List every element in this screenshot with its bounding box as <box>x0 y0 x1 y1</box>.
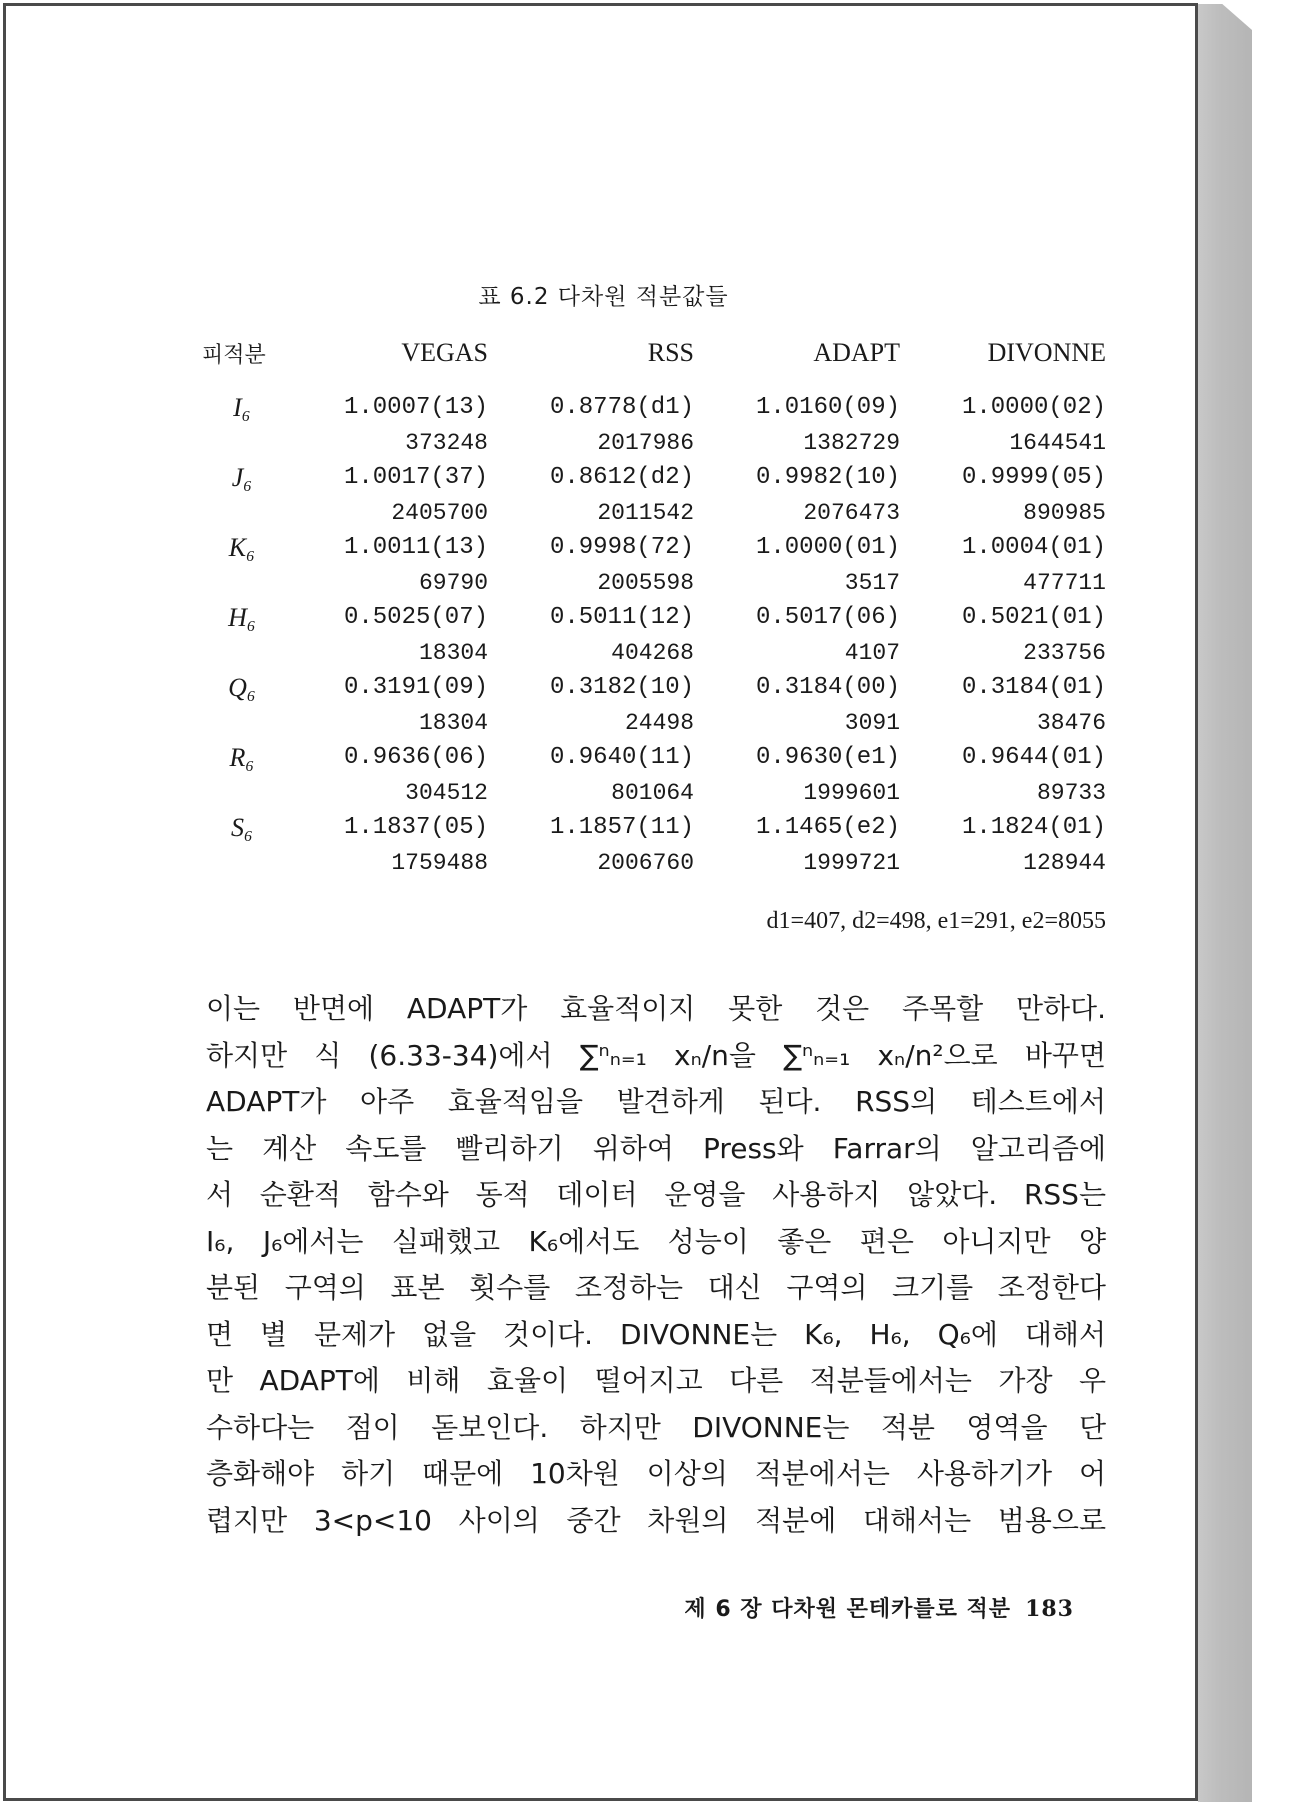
header-adapt: ADAPT <box>813 338 900 367</box>
table-footnote: d1=407, d2=498, e1=291, e2=8055 <box>766 908 1106 934</box>
cell-value: 1.0004(01) <box>961 534 1106 561</box>
text-line: 는 계산 속도를 빨리하기 위하여 Press와 Farrar의 알고리즘에 <box>206 1131 1106 1165</box>
cell-value: 0.9998(72) <box>549 534 694 561</box>
table-row-value <box>202 530 1106 565</box>
book-edge <box>1198 4 1252 1802</box>
cell-count: 1382729 <box>803 429 900 456</box>
cell-count: 18304 <box>418 709 488 736</box>
text-line: 만 ADAPT에 비해 효율이 떨어지고 다른 적분들에서는 가장 우 <box>206 1364 1106 1397</box>
table-row-value <box>202 390 1106 425</box>
cell-count: 2017986 <box>597 429 694 456</box>
cell-value: 0.3182(10) <box>549 674 694 701</box>
cell-count: 2006760 <box>597 849 694 876</box>
text-line: 면 별 문제가 없을 것이다. DIVONNE는 K₆, H₆, Q₆에 대해서 <box>206 1317 1106 1351</box>
cell-count: 404268 <box>611 639 694 666</box>
cell-value: 1.1824(01) <box>961 814 1106 841</box>
cell-value: 0.9640(11) <box>549 744 694 771</box>
cell-count: 801064 <box>611 779 694 806</box>
text-line: 층화해야 하기 때문에 10차원 이상의 적분에서는 사용하기가 어 <box>206 1457 1106 1490</box>
running-footer <box>606 1592 1074 1623</box>
cell-count: 1999601 <box>803 779 900 806</box>
cell-count: 3091 <box>844 709 900 736</box>
table-row-value <box>202 810 1106 845</box>
text-line: 이는 반면에 ADAPT가 효율적이지 못한 것은 주목할 만하다. <box>206 992 1106 1025</box>
table-row-count <box>202 425 1106 460</box>
page-number: 183 <box>1025 1596 1074 1622</box>
cell-count: 2076473 <box>803 499 900 526</box>
text-line: 서 순환적 함수와 동적 데이터 운영을 사용하지 않았다. RSS는 <box>206 1178 1106 1211</box>
cell-value: 0.9636(06) <box>343 744 488 771</box>
text-line: ADAPT가 아주 효율적임을 발견하게 된다. RSS의 테스트에서 <box>206 1085 1106 1118</box>
chapter-title: 제 6 장 다차원 몬테카를로 적분 <box>684 1597 1012 1622</box>
body-paragraph <box>206 986 1106 1544</box>
cell-count: 233756 <box>1023 639 1106 666</box>
cell-value: 1.1857(11) <box>549 814 694 841</box>
cell-value: 0.5011(12) <box>549 604 694 631</box>
cell-value: 0.8778(d1) <box>549 394 694 421</box>
cell-count: 2405700 <box>391 499 488 526</box>
row-label: R₆ <box>229 742 255 772</box>
cell-value: 1.0160(09) <box>755 394 900 421</box>
cell-count: 890985 <box>1023 499 1106 526</box>
row-label: K₆ <box>228 532 256 562</box>
table-row-value <box>202 740 1106 775</box>
cell-count: 24498 <box>624 709 694 736</box>
table-row-value <box>202 600 1106 635</box>
cell-value: 1.0000(01) <box>755 534 900 561</box>
row-label: H₆ <box>228 602 256 632</box>
cell-value: 0.3184(00) <box>755 674 900 701</box>
cell-count: 4107 <box>844 639 900 666</box>
row-label: S₆ <box>230 812 254 842</box>
table-row-value <box>202 670 1106 705</box>
book-page <box>3 3 1198 1801</box>
text-line: I₆, J₆에서는 실패했고 K₆에서도 성능이 좋은 편은 아니지만 양 <box>206 1224 1106 1258</box>
text-line: 렵지만 3<p<10 사이의 중간 차원의 적분에 대해서는 범용으로 <box>206 1503 1106 1537</box>
table-row-count <box>202 565 1106 600</box>
cell-count: 3517 <box>844 569 900 596</box>
cell-value: 0.9630(e1) <box>755 744 900 771</box>
row-label: I₆ <box>233 392 251 422</box>
header-vegas: VEGAS <box>401 338 488 367</box>
cell-value: 0.3191(09) <box>343 674 488 701</box>
cell-count: 18304 <box>418 639 488 666</box>
text-line: 수하다는 점이 돋보인다. 하지만 DIVONNE는 적분 영역을 단 <box>206 1410 1106 1444</box>
cell-value: 0.5017(06) <box>755 604 900 631</box>
header-integrand: 피적분 <box>202 343 266 368</box>
cell-count: 89733 <box>1036 779 1106 806</box>
integral-table <box>202 338 1106 880</box>
cell-value: 0.9644(01) <box>961 744 1106 771</box>
cell-count: 38476 <box>1036 709 1106 736</box>
cell-value: 1.0000(02) <box>961 394 1106 421</box>
cell-value: 1.0007(13) <box>343 394 488 421</box>
cell-value: 0.8612(d2) <box>549 464 694 491</box>
cell-value: 1.1837(05) <box>343 814 488 841</box>
cell-value: 0.5021(01) <box>961 604 1106 631</box>
table-row-count <box>202 705 1106 740</box>
cell-value: 1.1465(e2) <box>755 814 900 841</box>
cell-count: 1999721 <box>803 849 900 876</box>
cell-count: 2005598 <box>597 569 694 596</box>
table-row-value <box>202 460 1106 495</box>
text-line: 하지만 식 (6.33-34)에서 ∑ⁿₙ₌₁ xₙ/n을 ∑ⁿₙ₌₁ xₙ/n²으로 바꾸면 <box>206 1038 1106 1072</box>
cell-count: 69790 <box>418 569 488 596</box>
text-line: 분된 구역의 표본 횟수를 조정하는 대신 구역의 크기를 조정한다 <box>206 1271 1106 1304</box>
cell-count: 477711 <box>1023 569 1106 596</box>
cell-count: 2011542 <box>597 499 694 526</box>
row-label: J₆ <box>231 462 253 492</box>
row-label: Q₆ <box>228 672 256 702</box>
table-row-count <box>202 495 1106 530</box>
cell-count: 373248 <box>405 429 488 456</box>
cell-count: 1644541 <box>1009 429 1106 456</box>
table-row-count <box>202 635 1106 670</box>
header-divonne: DIVONNE <box>987 338 1106 367</box>
cell-count: 128944 <box>1023 849 1106 876</box>
cell-count: 1759488 <box>391 849 488 876</box>
cell-value: 0.9982(10) <box>755 464 900 491</box>
table-row-count <box>202 845 1106 880</box>
cell-count: 304512 <box>405 779 488 806</box>
table-caption: 표 6.2 다차원 적분값들 <box>478 284 729 310</box>
cell-value: 1.0017(37) <box>343 464 488 491</box>
cell-value: 1.0011(13) <box>343 534 488 561</box>
table-row-count <box>202 775 1106 810</box>
table-header-row <box>202 338 1106 390</box>
cell-value: 0.3184(01) <box>961 674 1106 701</box>
cell-value: 0.5025(07) <box>343 604 488 631</box>
header-rss: RSS <box>647 338 694 367</box>
cell-value: 0.9999(05) <box>961 464 1106 491</box>
